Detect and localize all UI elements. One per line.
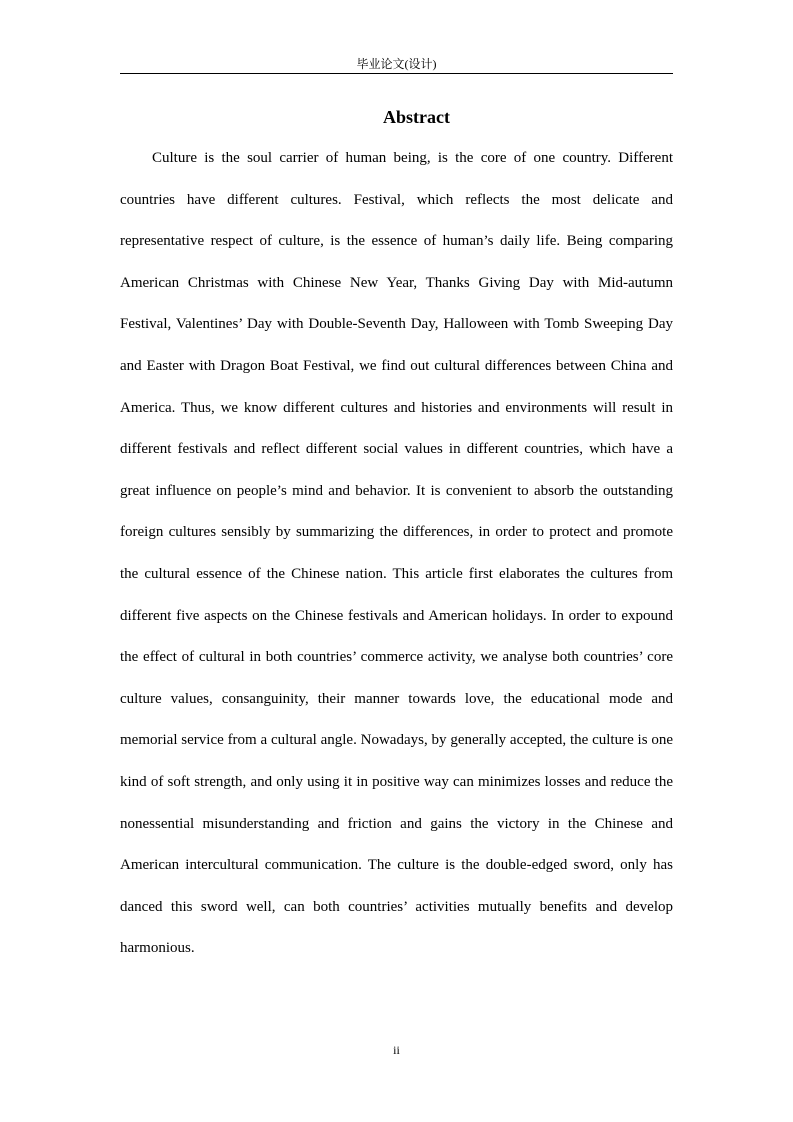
header-divider [120,73,673,74]
running-header: 毕业论文(设计) [356,57,437,71]
page-number: ii [393,1043,400,1057]
abstract-paragraph: Culture is the soul carrier of human being, is the core of one country. Different countries have different cultures. Festival, which reflects the most delicate and representative respect of culture, is the essence of human’s daily life. Being comparing American Christmas with Chinese New Year, Thanks Giving Day with Mid-autumn Festival, Valentines’ Day with Double-Seventh Day, Halloween with Tomb Sweeping Day and Easter with Dragon Boat Festival, we find out cultural differences between China and America. Thus, we know different cultures and histories and environments will result in different festivals and reflect different social values in different countries, which have a great influence on people’s mind and behavior. It is convenient to absorb the outstanding foreign cultures sensibly by summarizing the differences, in order to protect and promote the cultural essence of the Chinese nation. This article first elaborates the cultures from different five aspects on the Chinese festivals and American holidays. In order to expound the effect of cultural in both countries’ commerce activity, we analyse both countries’ core culture values, consanguinity, their manner towards love, the educational mode and memorial service from a cultural angle. Nowadays, by generally accepted, the culture is one kind of soft strength, and only using it in positive way can minimizes losses and reduce the nonessential misunderstanding and friction and gains the victory in the Chinese and American intercultural communication. The culture is the double-edged sword, only has danced this sword well, can both countries’ activities mutually benefits and develop harmonious. [120,150,673,957]
page-title: Abstract [383,107,450,127]
